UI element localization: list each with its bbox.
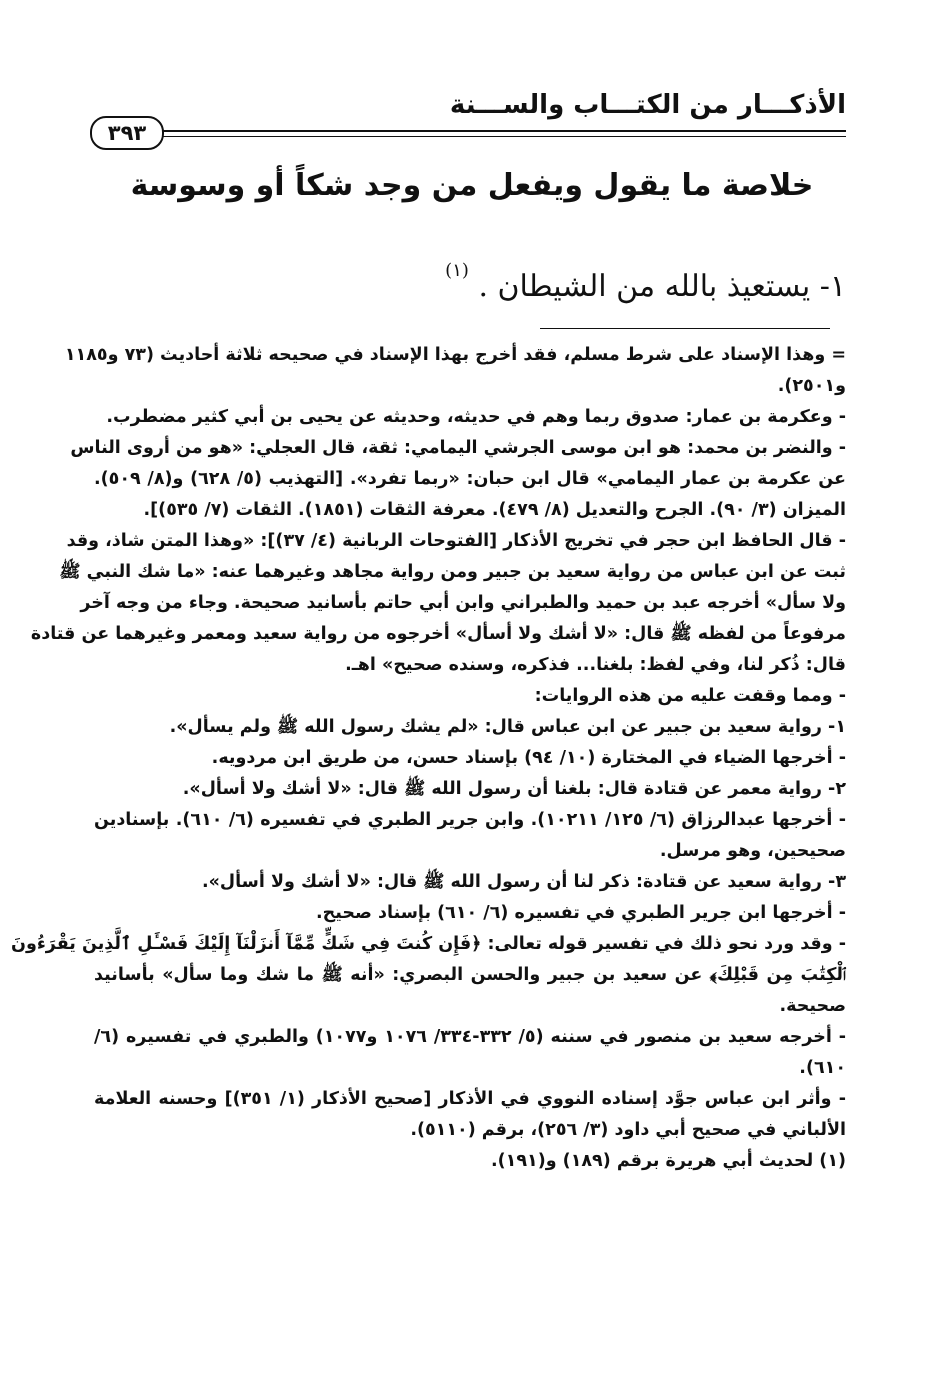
note-line: - أخرجها ابن جرير الطبري في تفسيره (٦/ ٦١٠) بإسناد صحيح. — [316, 903, 846, 923]
footnote-separator — [540, 328, 830, 329]
note-line: الألباني في صحيح أبي داود (٣/ ٢٥٦)، برقم (٥١١٠). — [410, 1120, 846, 1140]
note-line: و٢٥٠١). — [777, 376, 846, 396]
note-line: ٱلْكِتَٰبَ مِن قَبْلِكَ﴾ عن سعيد بن جبير والحسن البصري: «أنه ﷺ ما شك وما سأل» بأسانيد — [94, 965, 846, 985]
note-line: - وأثر ابن عباس جوَّد إسناده النووي في الأذكار [صحيح الأذكار (١/ ٣٥١)] وحسنه العلامة — [94, 1089, 846, 1109]
note-line: ولا سأل» أخرجه عبد بن حميد والطبراني وابن أبي حاتم بأسانيد صحيحة. وجاء من وجه آخر — [80, 593, 846, 613]
note-line: ثبت عن ابن عباس من رواية سعيد بن جبير ومن رواية مجاهد وغيرهما عنه: «ما شك النبي ﷺ — [59, 562, 846, 582]
note-line: ٦١٠). — [799, 1058, 846, 1078]
note-line: مرفوعاً من لفظه ﷺ قال: «لا أشك ولا أسأل» أخرجوه من رواية سعيد ومعمر وغيرهما عن قتادة — [30, 624, 846, 644]
note-line: - قال الحافظ ابن حجر في تخريج الأذكار [الفتوحات الربانية (٤/ ٣٧)]: «وهذا المتن شاذ، وقد — [66, 531, 846, 551]
note-line: - والنضر بن محمد: هو ابن موسى الجرشي اليمامي: ثقة، قال العجلي: «هو من أروى الناس — [70, 438, 846, 458]
note-line: ٢- رواية معمر عن قتادة قال: بلغنا أن رسول الله ﷺ قال: «لا أشك ولا أسأل». — [182, 779, 846, 799]
note-line: الميزان (٣/ ٩٠). الجرح والتعديل (٨/ ٤٧٩). معرفة الثقات (١٨٥١). الثقات (٧/ ٥٣٥)]. — [143, 500, 846, 520]
note-line: - أخرجها عبدالرزاق (٦/ ١٢٥/ ١٠٢١١). وابن جرير الطبري في تفسيره (٦/ ٦١٠). بإسنادين — [94, 810, 846, 830]
note-line: صحيحين، وهو مرسل. — [659, 841, 846, 861]
note-line: - أخرجها الضياء في المختارة (١٠/ ٩٤) بإسناد حسن، من طريق ابن مردويه. — [211, 748, 846, 768]
note-line: - وعكرمة بن عمار: صدوق ربما وهم في حديثه، وحديثه عن يحيى بن أبي كثير مضطرب. — [106, 407, 846, 427]
page-number: ٣٩٣ — [90, 116, 164, 150]
note-line: = وهذا الإسناد على شرط مسلم، فقد أخرج بهذا الإسناد في صحيحه ثلاثة أحاديث (٧٣ و١١٨٥ — [64, 345, 846, 365]
header-rule — [160, 130, 846, 132]
main-item-text: ١- يستعيذ بالله من الشيطان . — [478, 269, 846, 304]
header-rule-thin — [160, 136, 846, 137]
note-line: قال: ذُكر لنا، وفي لفظ: بلغنا... فذكره، وسنده صحيح» اهـ. — [345, 655, 846, 675]
note-line: (١) لحديث أبي هريرة برقم (١٨٩) و(١٩١). — [491, 1151, 846, 1171]
note-line: ٣- رواية سعيد عن قتادة: ذكر لنا أن رسول الله ﷺ قال: «لا أشك ولا أسأل». — [201, 872, 846, 892]
main-item — [445, 260, 846, 304]
note-line: - ومما وقفت عليه من هذه الروايات: — [534, 686, 846, 706]
footnotes-block — [11, 340, 846, 1177]
running-title: الأذكـــار من الكتـــاب والســـنة — [449, 90, 846, 120]
chapter-title: خلاصة ما يقول ويفعل من وجد شكاً أو وسوسة — [130, 168, 814, 203]
note-line: ١- رواية سعيد بن جبير عن ابن عباس قال: «لم يشك رسول الله ﷺ ولم يسأل». — [169, 717, 846, 737]
note-line: صحيحة. — [779, 996, 846, 1016]
footnote-reference: (١) — [445, 260, 469, 281]
note-line: - وقد ورد نحو ذلك في تفسير قوله تعالى: ﴿فَإِن كُنتَ فِي شَكٍّ مِّمَّآ أَنزَلْنَآ إِلَيْكَ فَسْـَٔلِ ٱلَّذِينَ يَقْرَءُونَ — [11, 934, 846, 954]
note-line: عن عكرمة بن عمار اليمامي» قال ابن حبان: «ربما تفرد». [التهذيب (٥/ ٦٢٨) و(٨/ ٥٠٩). — [94, 469, 846, 489]
note-line: - أخرجه سعيد بن منصور في سننه (٥/ ٣٣٢-٣٣٤/ ١٠٧٦ و١٠٧٧) والطبري في تفسيره (٦/ — [94, 1027, 846, 1047]
